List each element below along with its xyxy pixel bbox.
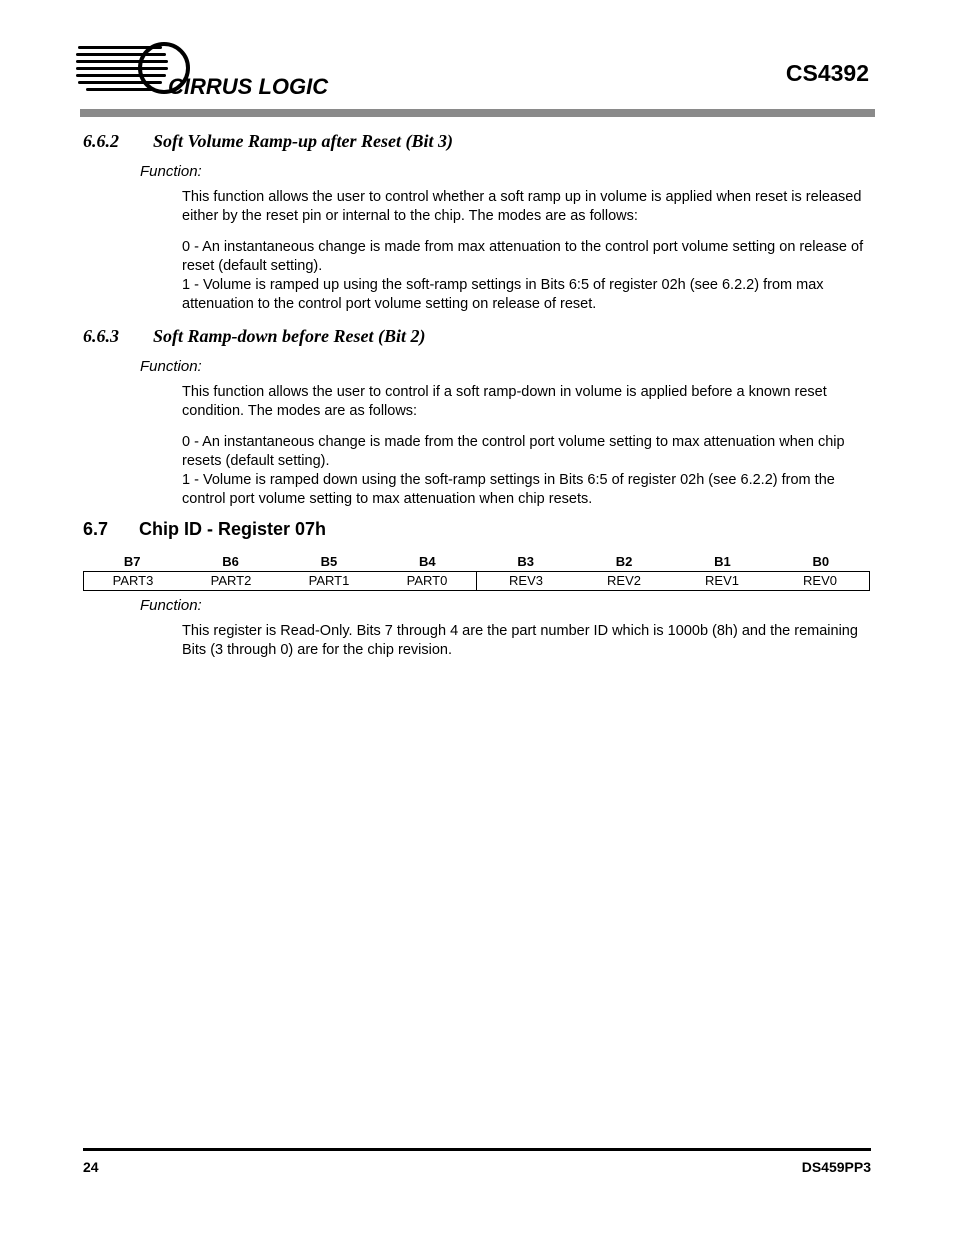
bit-field-cell: REV1 xyxy=(705,573,739,588)
mode-1-paragraph: 1 - Volume is ramped up using the soft-ramp settings in Bits 6:5 of register 02h (see 6.2.2) from max attenuation to the control port volume setting on release of reset. xyxy=(182,277,824,312)
bit-header: B2 xyxy=(615,554,633,569)
bit-field-cell: REV3 xyxy=(476,572,575,590)
part-number: CS4392 xyxy=(785,60,869,86)
page-number: 24 xyxy=(83,1159,99,1175)
section-number: 6.6.2 xyxy=(83,131,119,151)
bit-field-cell: REV0 xyxy=(803,573,837,588)
bit-header: B5 xyxy=(320,554,338,569)
section-title: Soft Volume Ramp-up after Reset (Bit 3) xyxy=(153,131,454,151)
document-id: DS459PP3 xyxy=(801,1159,871,1175)
register-field-row xyxy=(83,571,870,591)
bit-field-cell: PART2 xyxy=(210,573,252,588)
bit-header: B0 xyxy=(812,554,830,569)
section-number: 6.6.3 xyxy=(83,326,119,346)
section-heading-6-7 xyxy=(83,519,326,540)
bit-header: B1 xyxy=(714,554,731,569)
footer-rule xyxy=(83,1148,871,1151)
header-rule xyxy=(80,109,875,117)
cirrus-logic-logo xyxy=(76,40,336,100)
bit-field-cell: PART0 xyxy=(406,573,448,588)
bit-header: B6 xyxy=(222,554,239,569)
section-body-6-6-3 xyxy=(182,383,872,509)
section-number: 6.7 xyxy=(83,519,109,539)
section-body-6-7 xyxy=(182,622,872,660)
mode-1-paragraph: 1 - Volume is ramped down using the soft-ramp settings in Bits 6:5 of register 02h (see 6.2.2) from the control port volume setting to max attenuation when chip resets. xyxy=(182,472,835,507)
mode-0-paragraph: 0 - An instantaneous change is made from the control port volume setting to max attenuation when chip resets (default setting). xyxy=(182,434,845,469)
bit-header: B7 xyxy=(123,554,141,569)
register-bit-header-row xyxy=(83,553,870,571)
bit-field-cell: REV2 xyxy=(607,573,641,588)
function-label: Function: xyxy=(140,597,202,614)
function-label: Function: xyxy=(140,163,202,180)
section-heading-6-6-3 xyxy=(83,326,426,347)
section-title: Chip ID - Register 07h xyxy=(139,519,327,539)
mode-0-paragraph: 0 - An instantaneous change is made from max attenuation to the control port volume setting on release of reset (default setting). xyxy=(182,239,864,274)
section-heading-6-6-2 xyxy=(83,131,453,152)
bit-header: B4 xyxy=(419,554,436,569)
section-body-6-6-2 xyxy=(182,188,872,314)
bit-field-cell: PART1 xyxy=(308,573,350,588)
body-paragraph: This register is Read-Only. Bits 7 through 4 are the part number ID which is 1000b (8h) and the remaining Bits (3 through 0) are for the chip revision. xyxy=(182,623,858,658)
section-title: Soft Ramp-down before Reset (Bit 2) xyxy=(153,326,426,346)
function-label: Function: xyxy=(140,358,202,375)
intro-paragraph: This function allows the user to control whether a soft ramp up in volume is applied when reset is released either by the reset pin or internal to the chip. The modes are as follows: xyxy=(182,189,862,224)
logo-wordmark: CIRRUS LOGIC xyxy=(168,74,329,99)
bit-field-cell: PART3 xyxy=(112,573,154,588)
intro-paragraph: This function allows the user to control if a soft ramp-down in volume is applied before a known reset condition. The modes are as follows: xyxy=(182,384,827,419)
bit-header: B3 xyxy=(517,554,534,569)
